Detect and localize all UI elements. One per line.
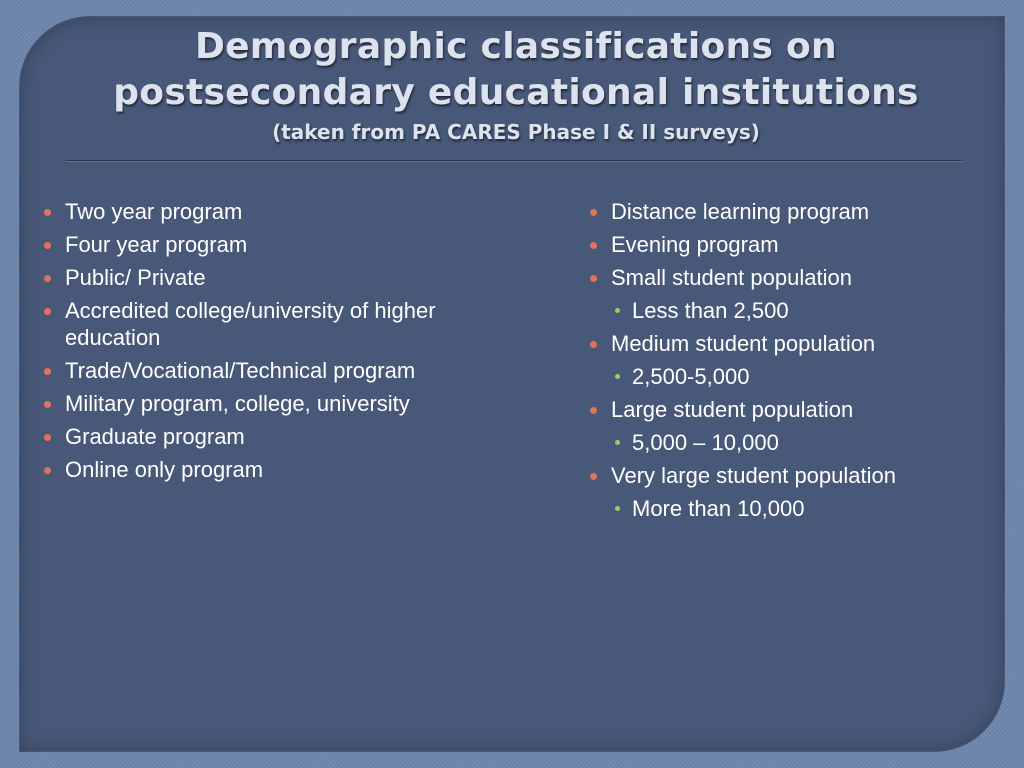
list-item xyxy=(590,462,990,489)
list-item-text: Military program, college, university xyxy=(65,391,410,416)
right-bullet-list xyxy=(590,198,990,528)
bullet-dot-icon xyxy=(44,242,51,249)
list-item xyxy=(590,264,990,291)
list-item xyxy=(44,264,514,291)
list-item xyxy=(590,330,990,357)
list-item-text: Four year program xyxy=(65,232,248,257)
bullet-dot-icon xyxy=(590,341,597,348)
bullet-dot-icon xyxy=(44,275,51,282)
list-item xyxy=(44,423,514,450)
list-item xyxy=(44,390,514,417)
slide-subtitle: (taken from PA CARES Phase I & II surveys) xyxy=(272,120,760,144)
sub-list-item xyxy=(590,363,990,390)
sub-list-item xyxy=(590,429,990,456)
bullet-dot-icon xyxy=(44,209,51,216)
sub-list-item-text: Less than 2,500 xyxy=(632,298,789,323)
bullet-dot-icon xyxy=(590,209,597,216)
bullet-dot-icon xyxy=(44,308,51,315)
bullet-dot-icon xyxy=(590,473,597,480)
bullet-dot-icon xyxy=(44,434,51,441)
list-item-text: Very large student population xyxy=(611,463,896,488)
bullet-dot-icon xyxy=(44,368,51,375)
list-item-text: Trade/Vocational/Technical program xyxy=(65,358,416,383)
bullet-dot-icon xyxy=(590,407,597,414)
slide-title-block xyxy=(46,24,986,146)
list-item xyxy=(44,231,514,258)
bullet-dot-icon xyxy=(44,401,51,408)
sub-list-item-text: More than 10,000 xyxy=(632,496,805,521)
sub-list-item xyxy=(590,297,990,324)
list-item-text: Evening program xyxy=(611,232,779,257)
sub-bullet-dot-icon xyxy=(615,506,620,511)
list-item xyxy=(44,198,514,225)
sub-bullet-dot-icon xyxy=(615,440,620,445)
list-item xyxy=(44,357,514,384)
list-item-text: Two year program xyxy=(65,199,243,224)
sub-bullet-dot-icon xyxy=(615,308,620,313)
title-divider xyxy=(66,160,962,161)
left-bullet-list xyxy=(44,198,514,489)
list-item-text: Graduate program xyxy=(65,424,245,449)
list-item-text: Online only program xyxy=(65,457,264,482)
bullet-dot-icon xyxy=(590,242,597,249)
list-item xyxy=(590,198,990,225)
list-item xyxy=(590,231,990,258)
sub-list-item-text: 5,000 – 10,000 xyxy=(632,430,779,455)
sub-list-item-text: 2,500-5,000 xyxy=(632,364,750,389)
slide-title-line-2: postsecondary educational institutions xyxy=(113,72,919,113)
list-item-text: Distance learning program xyxy=(611,199,870,224)
list-item-text: Public/ Private xyxy=(65,265,206,290)
sub-bullet-dot-icon xyxy=(615,374,620,379)
list-item-text: Medium student population xyxy=(611,331,876,356)
bullet-dot-icon xyxy=(590,275,597,282)
slide-title-line-1: Demographic classifications on xyxy=(194,26,837,67)
list-item xyxy=(44,456,514,483)
list-item-text: Large student population xyxy=(611,397,854,422)
list-item-text: Small student population xyxy=(611,265,852,290)
list-item xyxy=(590,396,990,423)
bullet-dot-icon xyxy=(44,467,51,474)
sub-list-item xyxy=(590,495,990,522)
list-item-text: Accredited college/university of higher education xyxy=(65,298,436,350)
list-item xyxy=(44,297,514,351)
